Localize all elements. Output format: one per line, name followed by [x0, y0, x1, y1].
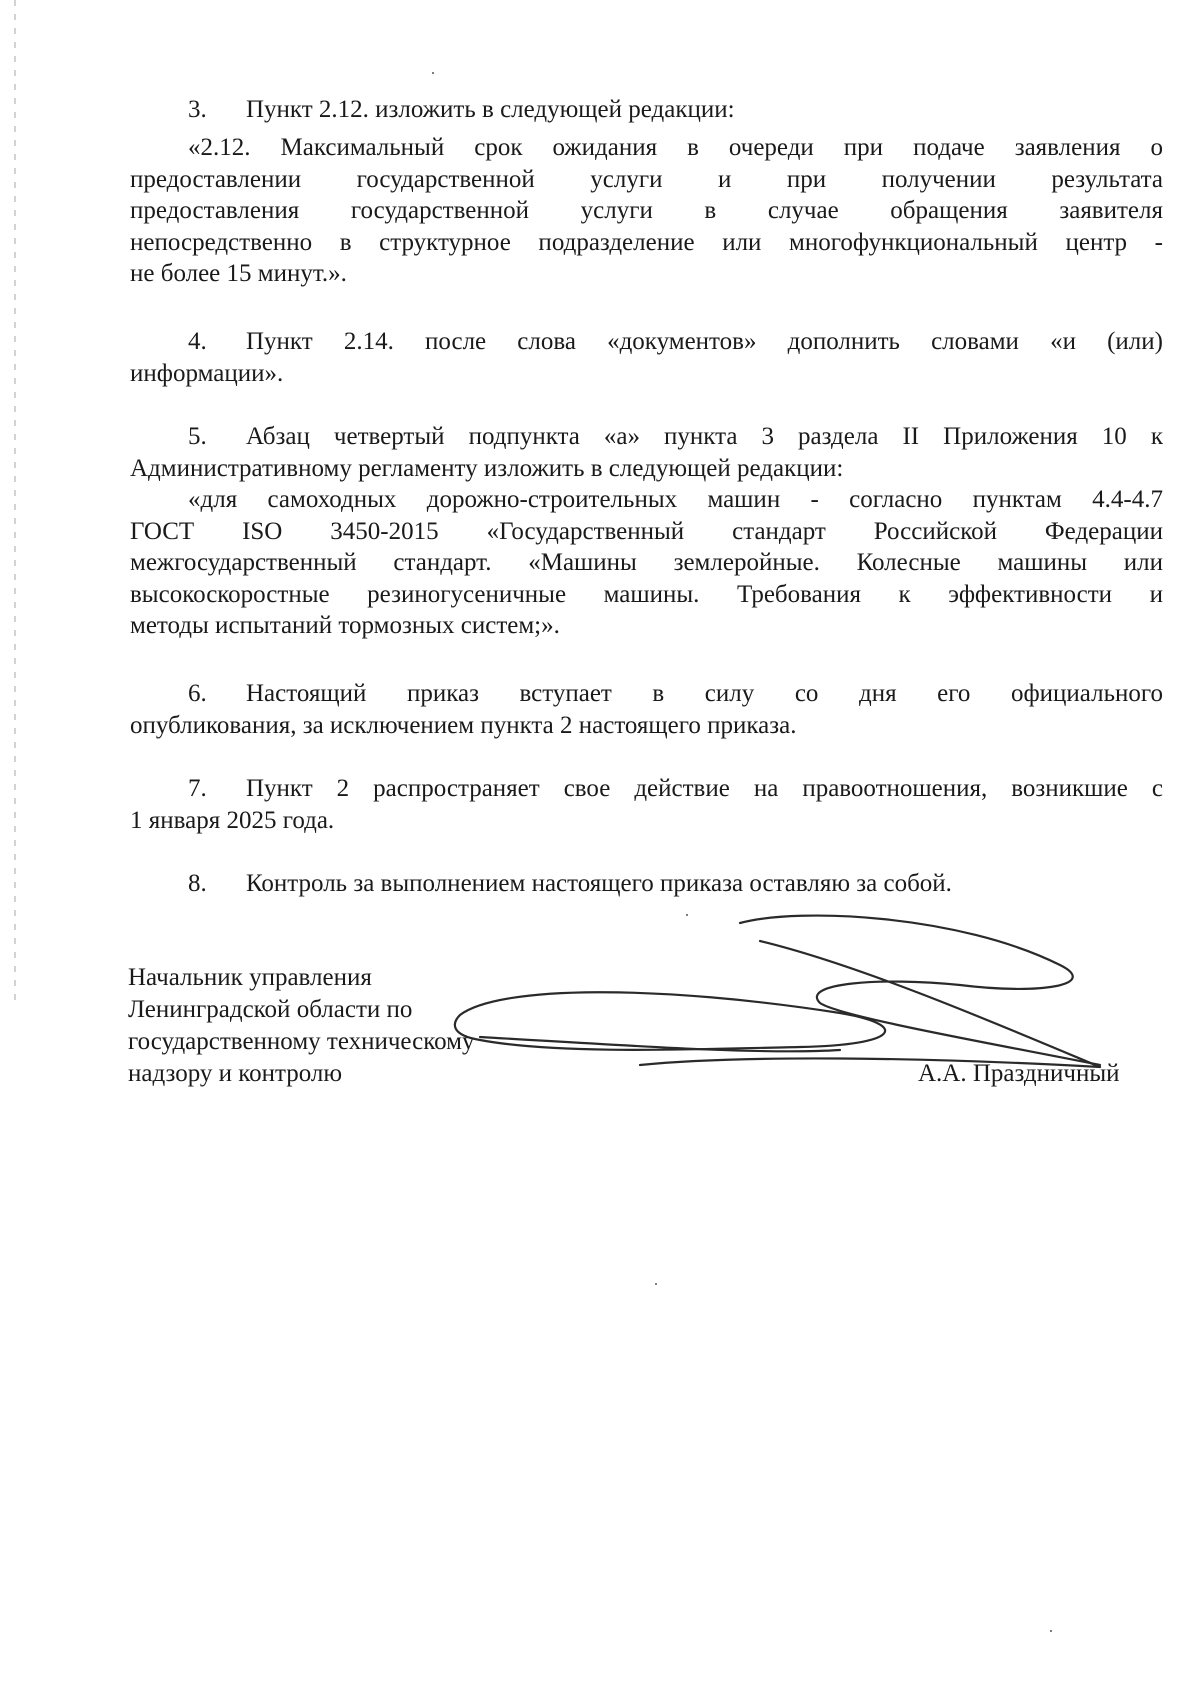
item-6 — [130, 678, 1163, 741]
item-7 — [130, 773, 1163, 836]
quote-line: «2.12. Максимальный срок ожидания в очереди при подаче заявления о — [188, 134, 1163, 161]
quote-line: предоставления государственной услуги в случае обращения заявителя — [130, 197, 1163, 224]
quote-2-12 — [130, 132, 1163, 290]
item-5-line: Административному регламенту изложить в следующей редакции: — [130, 454, 844, 482]
item-5 — [130, 421, 1163, 642]
quote-line: непосредственно в структурное подразделение или многофункциональный центр - — [130, 228, 1163, 256]
item-6-line: опубликования, за исключением пункта 2 настоящего приказа. — [130, 711, 797, 739]
item-8 — [130, 868, 1163, 900]
signature-stroke — [455, 992, 885, 1050]
signatory-position-line: государственному техническому — [128, 1028, 475, 1055]
quote-line: методы испытаний тормозных систем;». — [130, 612, 560, 639]
item-5-line: 5. Абзац четвертый подпункта «а» пункта 3 раздела II Приложения 10 к — [130, 421, 1163, 453]
signatory-position-line: надзору и контролю — [128, 1060, 343, 1087]
item-number: 7. — [188, 775, 207, 802]
scan-edge-mark — [14, 0, 16, 1000]
quote-line: межгосударственный стандарт. «Машины землеройные. Колесные машины или — [130, 549, 1163, 576]
item-4 — [130, 326, 1163, 389]
quote-line: предоставлении государственной услуги и при получении результата — [130, 165, 1163, 193]
quote-line: высокоскоростные резиногусеничные машины. Требования к эффективности и — [130, 580, 1163, 608]
item-number: 5. — [188, 423, 207, 450]
signatory-name: А.А. Праздничный — [918, 1060, 1120, 1087]
signatory-position-line: Начальник управления — [128, 964, 372, 991]
quote-line: ГОСТ ISO 3450-2015 «Государственный стандарт Российской Федерации — [130, 517, 1163, 545]
item-8-line: 8. Контроль за выполнением настоящего приказа оставляю за собой. — [130, 868, 1163, 900]
item-3-line: 3. Пункт 2.12. изложить в следующей редакции: — [130, 94, 1163, 126]
quote-line: не более 15 минут.». — [130, 260, 347, 287]
item-4-line: информации». — [130, 359, 284, 387]
quote-line: «для самоходных дорожно-строительных машин - согласно пунктам 4.4-4.7 — [188, 486, 1163, 513]
item-7-line: 1 января 2025 года. — [130, 806, 335, 834]
item-number: 8. — [188, 870, 207, 897]
item-4-line: 4. Пункт 2.14. после слова «документов» дополнить словами «и (или) — [130, 326, 1163, 358]
item-number: 4. — [188, 328, 207, 355]
item-3 — [130, 94, 1163, 126]
scan-speck — [1050, 1630, 1052, 1632]
signatory-position-line: Ленинградской области по — [128, 996, 413, 1023]
scan-speck — [655, 1283, 657, 1285]
item-7-line: 7. Пункт 2 распространяет свое действие на правоотношения, возникшие с — [130, 773, 1163, 805]
item-number: 3. — [188, 96, 207, 123]
signatory-position — [128, 962, 474, 1090]
item-6-line: 6. Настоящий приказ вступает в силу со дня его официального — [130, 678, 1163, 710]
scan-speck — [432, 72, 434, 74]
item-number: 6. — [188, 680, 207, 707]
signature-stroke — [740, 916, 1100, 1065]
